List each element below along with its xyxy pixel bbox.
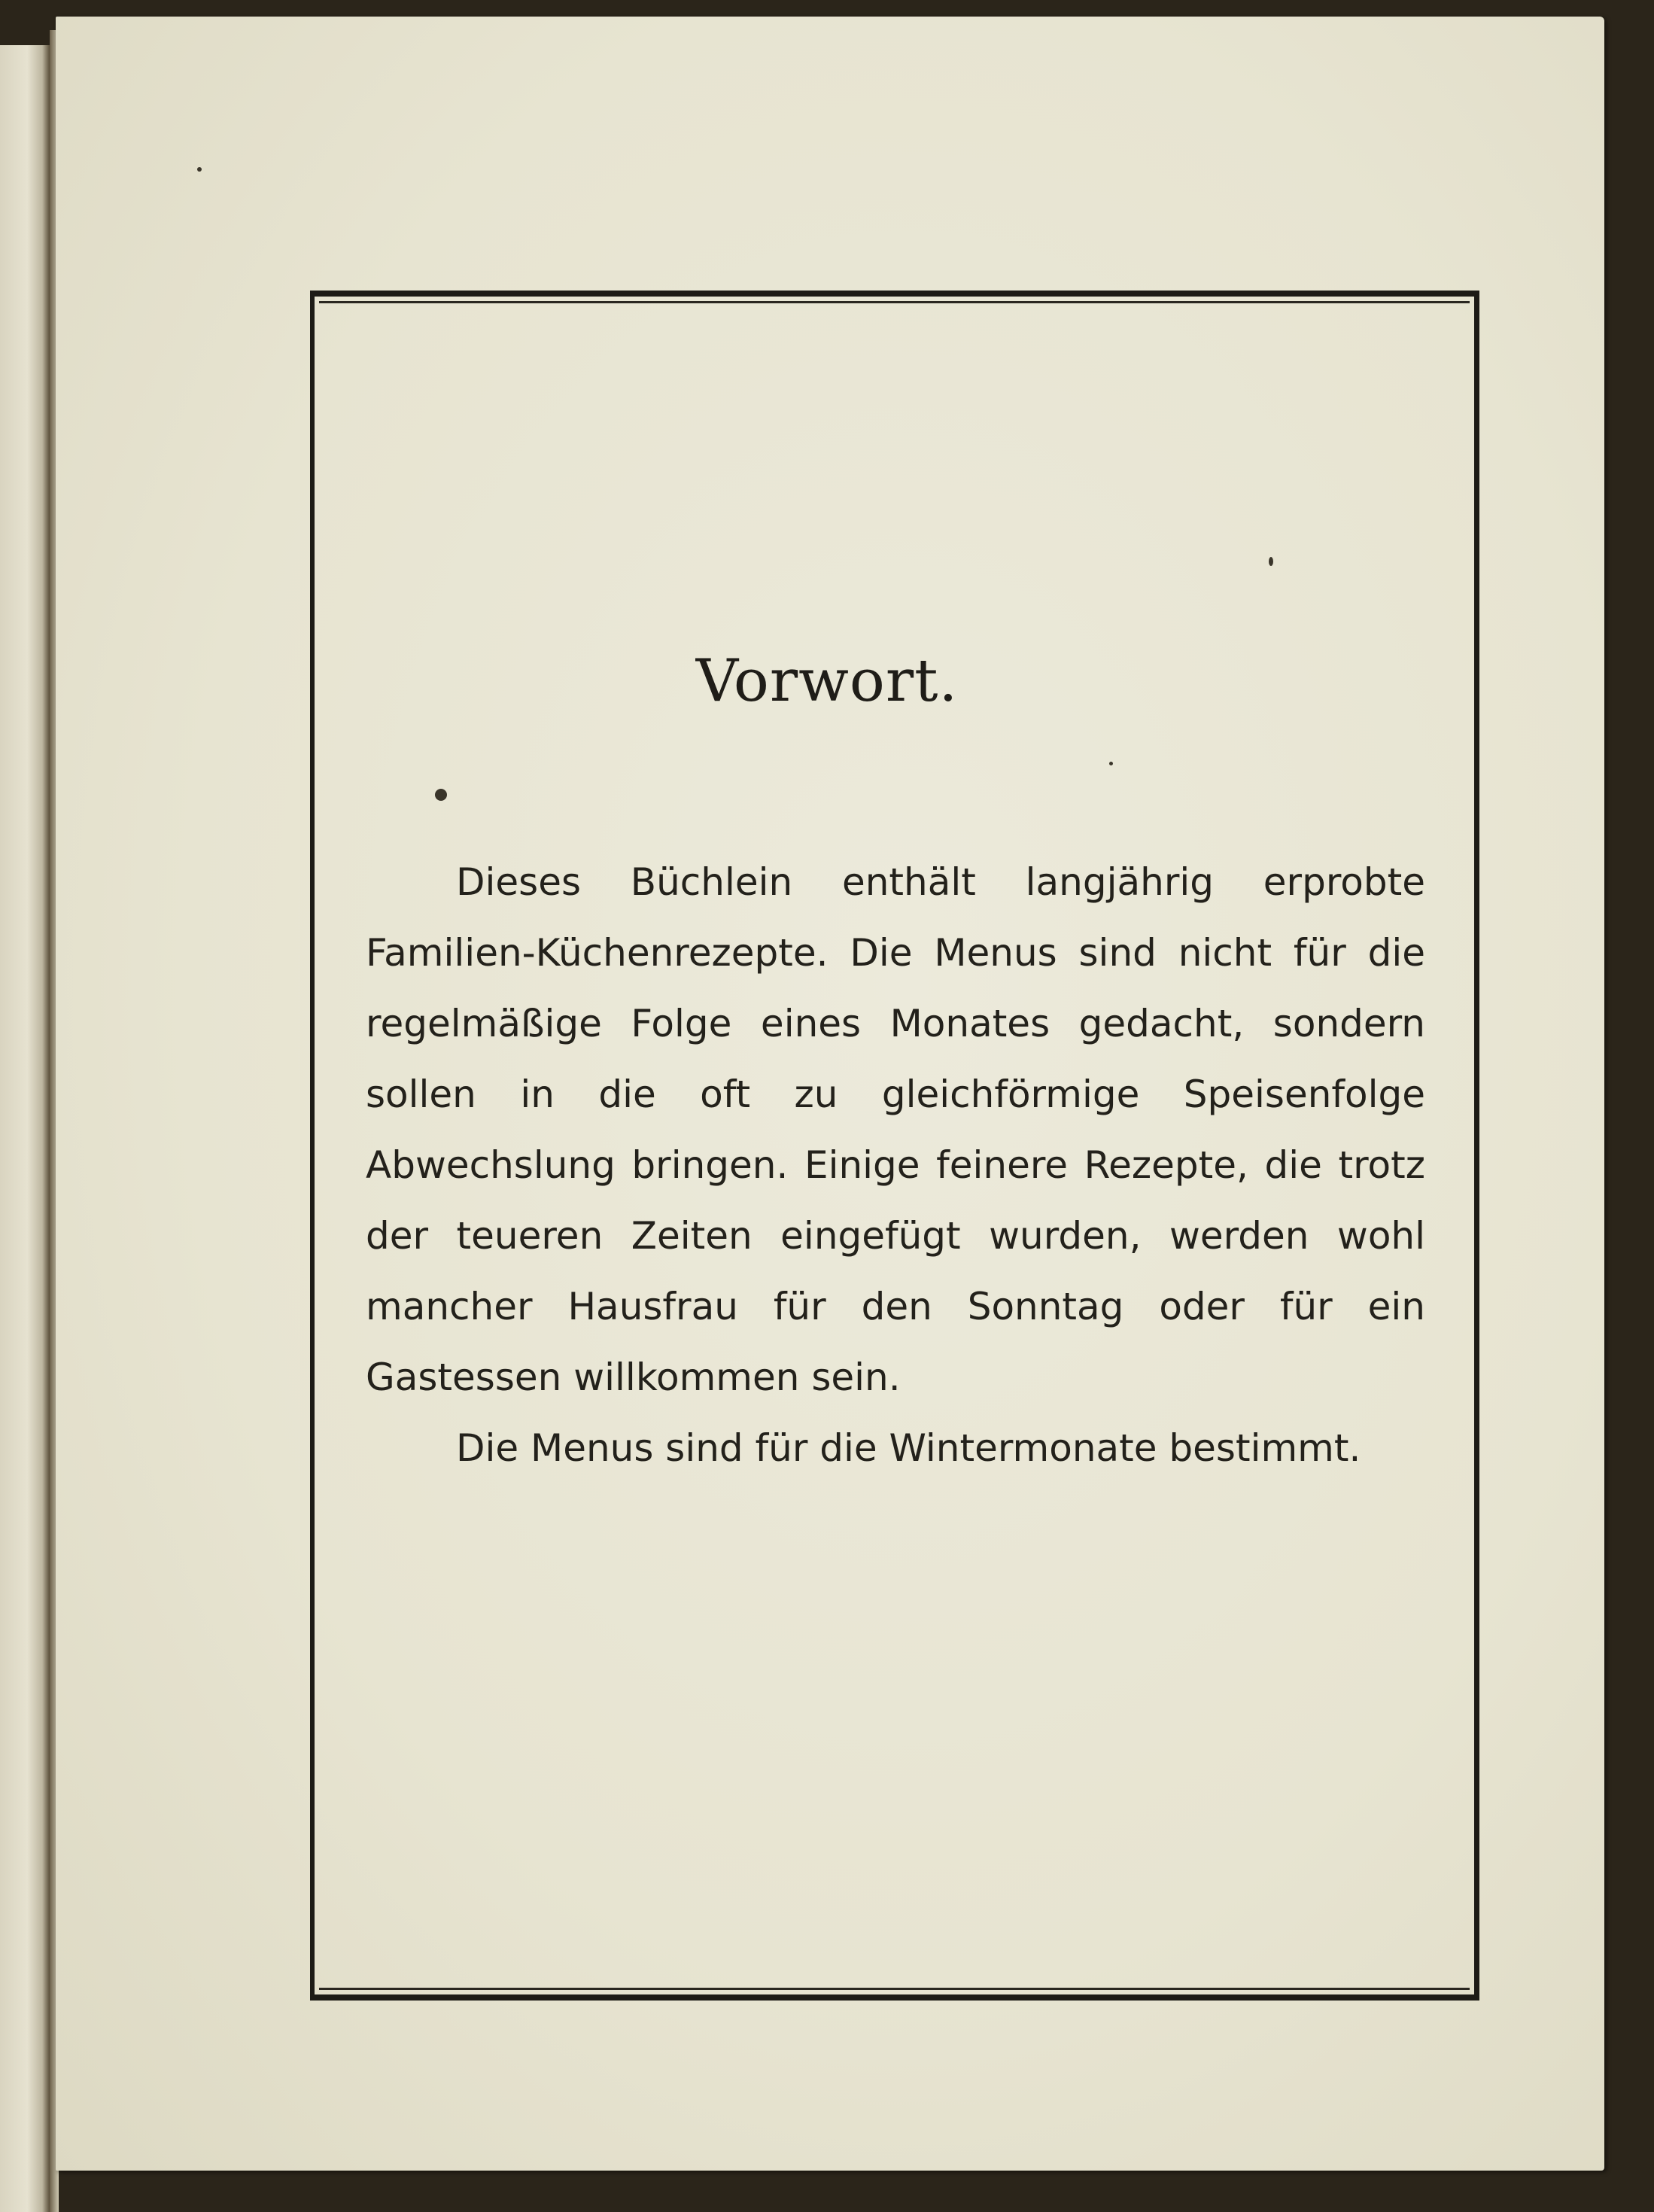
preface-paragraph-1: Dieses Büchlein enthält langjährig erprobte Familien-Küchenrezepte. Die Menus sind nicht für die regelmäßige Folge eines Monates gedacht, sondern sollen in die oft zu gleichförmige Speisenfolge Abwechslung bringen. Einige feinere Rezepte, die trotz der teueren Zeiten eingefügt wurden, werden wohl mancher Hausfrau für den Sonntag oder für ein Gastessen willkommen sein. [366, 860, 1425, 1399]
book-spine [0, 45, 50, 2212]
paper-speck [197, 167, 202, 172]
page-title: Vorwort. [695, 647, 959, 715]
preface-paragraph-2: Die Menus sind für die Wintermonate bestimmt. [456, 1426, 1361, 1470]
preface-body [366, 847, 1425, 1483]
